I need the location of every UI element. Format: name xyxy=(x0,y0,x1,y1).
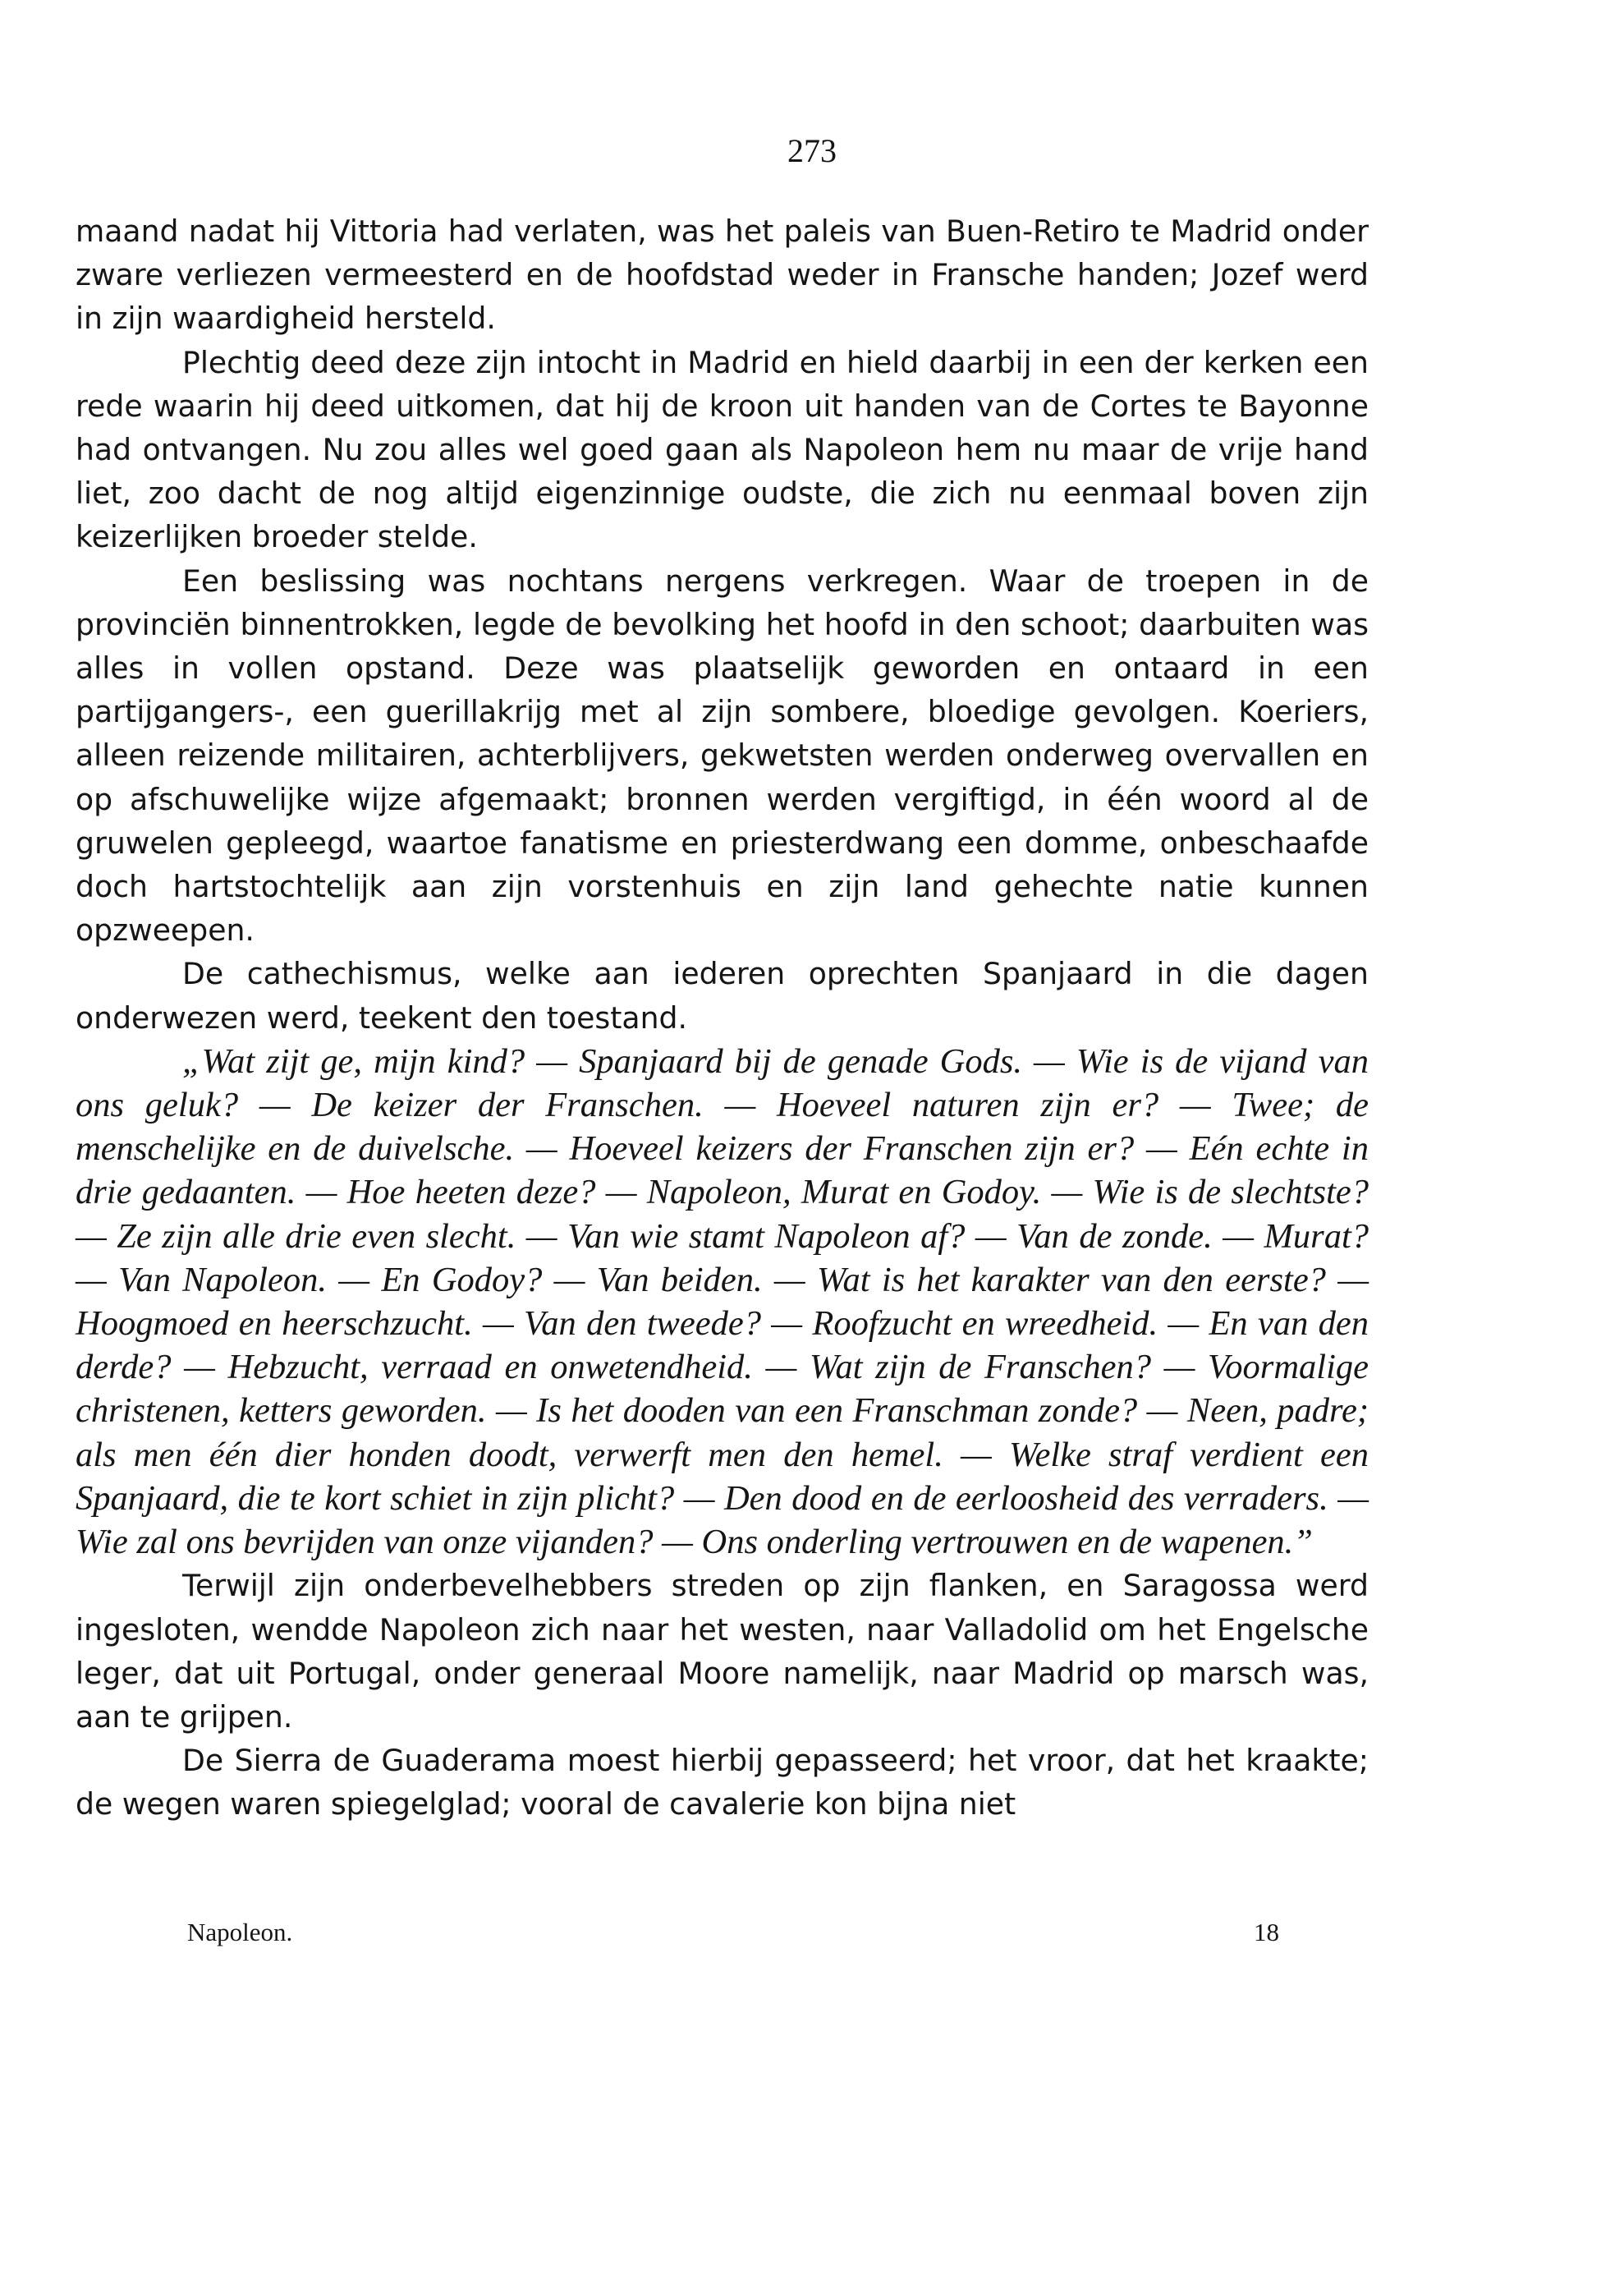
paragraph-1: maand nadat hij Vittoria had verlaten, was het paleis van Buen-Retiro te Madrid onder zware verliezen vermeesterd en de hoofdstad weder in Fransche handen; Jozef werd in zijn waardigheid hersteld. xyxy=(76,214,1369,337)
paragraph-4: De cathechismus, welke aan iederen oprechten Spanjaard in die dagen onderwezen werd, teekent den toestand. xyxy=(76,956,1369,1036)
signature-mark: 18 xyxy=(1254,1918,1279,1946)
paragraph-6: Terwijl zijn onderbevelhebbers streden op zijn flanken, en Saragossa werd ingesloten, wendde Napoleon zich naar het westen, naar Valladolid om het Engelsche leger, dat uit Portugal, onder generaal Moore namelijk, naar Madrid op marsch was, aan te grijpen. xyxy=(76,1568,1369,1735)
running-title: Napoleon. xyxy=(187,1918,293,1946)
paragraph-2: Plechtig deed deze zijn intocht in Madrid en hield daarbij in een der kerken een rede waarin hij deed uitkomen, dat hij de kroon uit handen van de Cortes te Bayonne had ontvangen. Nu zou alles wel goed gaan als Napoleon hem nu maar de vrije hand liet, zoo dacht de nog altijd eigenzinnige oudste, die zich nu eenmaal boven zijn keizerlijken broeder stelde. xyxy=(76,344,1369,555)
paragraph-3: Een beslissing was nochtans nergens verkregen. Waar de troepen in de provinciën binnentrokken, legde de bevolking het hoofd in den schoot; daarbuiten was alles in vollen opstand. Deze was plaatselijk geworden en ontaard in een partijgangers-, een guerillakrijg met al zijn sombere, bloedige gevolgen. Koeriers, alleen reizende militairen, achterblijvers, gekwetsten werden onderweg overvallen en op afschuwelijke wijze afgemaakt; bronnen werden vergiftigd, in één woord al de gruwelen gepleegd, waartoe fanatisme en priesterdwang een domme, onbeschaafde doch hartstochtelijk aan zijn vorstenhuis en zijn land gehechte natie kunnen opzweepen. xyxy=(76,563,1369,949)
page-number: 273 xyxy=(787,132,837,169)
body-text xyxy=(76,209,1369,1827)
paragraph-7: De Sierra de Guaderama moest hierbij gepasseerd; het vroor, dat het kraakte; de wegen waren spiegelglad; vooral de cavalerie kon bijna niet xyxy=(76,1743,1369,1822)
catechism-quote: „Wat zijt ge, mijn kind? — Spanjaard bij de genade Gods. — Wie is de vijand van ons geluk? — De keizer der Franschen. — Hoeveel naturen zijn er? — Twee; de menschelijke en de duivelsche. — Hoeveel keizers der Franschen zijn er? — Eén echte in drie gedaanten. — Hoe heeten deze? — Napoleon, Murat en Godoy. — Wie is de slechtste? — Ze zijn alle drie even slecht. — Van wie stamt Napoleon af? — Van de zonde. — Murat? — Van Napoleon. — En Godoy? — Van beiden. — Wat is het karakter van den eerste? — Hoogmoed en heerschzucht. — Van den tweede? — Roofzucht en wreedheid. — En van den derde? — Hebzucht, verraad en onwetendheid. — Wat zijn de Franschen? — Voormalige christenen, ketters geworden. — Is het dooden van een Franschman zonde? — Neen, padre; als men één dier honden doodt, verwerft men den hemel. — Welke straf verdient een Spanjaard, die te kort schiet in zijn plicht? — Den dood en de eerloosheid des verraders. — Wie zal ons bevrijden van onze vijanden? — Ons onderling vertrouwen en de wapenen.” xyxy=(76,1041,1369,1562)
